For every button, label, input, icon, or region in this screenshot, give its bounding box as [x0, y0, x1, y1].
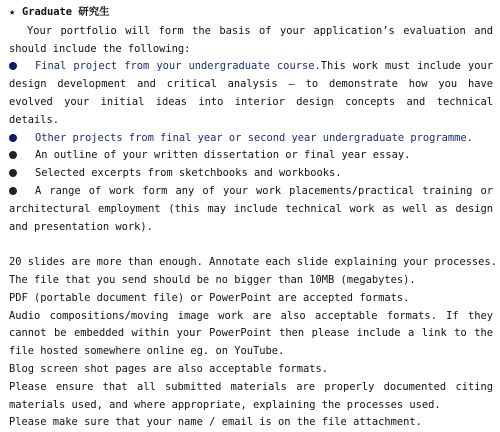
- note-documentation: Please ensure that all submitted materials are properly documented citing materials used, and where appropriate, explaining the processes used.: [9, 380, 493, 411]
- star-icon: ★: [9, 6, 16, 18]
- note-blog: Blog screen shot pages are also acceptable formats.: [9, 362, 329, 375]
- note-formats: PDF (portable document file) or PowerPoint are accepted formats.: [9, 291, 410, 304]
- spacer: [9, 236, 493, 254]
- bullet-item-work-placements: [9, 183, 493, 236]
- section-heading: [9, 4, 493, 22]
- note-file-size: The file that you send should be no bigger than 10MB (megabytes).: [9, 273, 416, 286]
- note-slides: 20 slides are more than enough. Annotate each slide explaining your processes.: [9, 256, 497, 269]
- bullet-highlight: Other projects from final year or second year undergraduate programme.: [35, 131, 473, 144]
- bullet-icon: [9, 58, 35, 76]
- note-audio-video: Audio compositions/moving image work are also acceptable formats. If they cannot be embedded within your PowerPoint then please include a link to the file hosted somewhere online eg. on YouTube.: [9, 309, 493, 358]
- bullet-icon: [9, 183, 35, 201]
- bullet-item-final-project: [9, 58, 493, 129]
- bullet-item-sketchbooks: [9, 165, 493, 183]
- bullet-text: Selected excerpts from sketchbooks and workbooks.: [35, 167, 342, 180]
- bullet-item-other-projects: [9, 130, 493, 148]
- bullet-item-dissertation: [9, 147, 493, 165]
- bullet-text: An outline of your written dissertation or final year essay.: [35, 149, 411, 162]
- note-name-email: Please make sure that your name / email is on the file attachment.: [9, 416, 422, 429]
- heading-text: Graduate 研究生: [22, 6, 110, 18]
- bullet-text: A range of work form any of your work placements/practical training or architectural employment (this may include technical work as well as design and presentation work).: [9, 184, 493, 233]
- bullet-text: This work must include your design development and critical analysis – to demonstrate how you have evolved your initial ideas into interior design concepts and technical details.: [9, 60, 493, 126]
- bullet-icon: [9, 165, 35, 183]
- bullet-highlight: Final project from your undergraduate course.: [35, 60, 321, 73]
- bullet-icon: [9, 130, 35, 148]
- intro-paragraph: Your portfolio will form the basis of your application’s evaluation and should include the following:: [9, 24, 493, 55]
- bullet-icon: [9, 147, 35, 165]
